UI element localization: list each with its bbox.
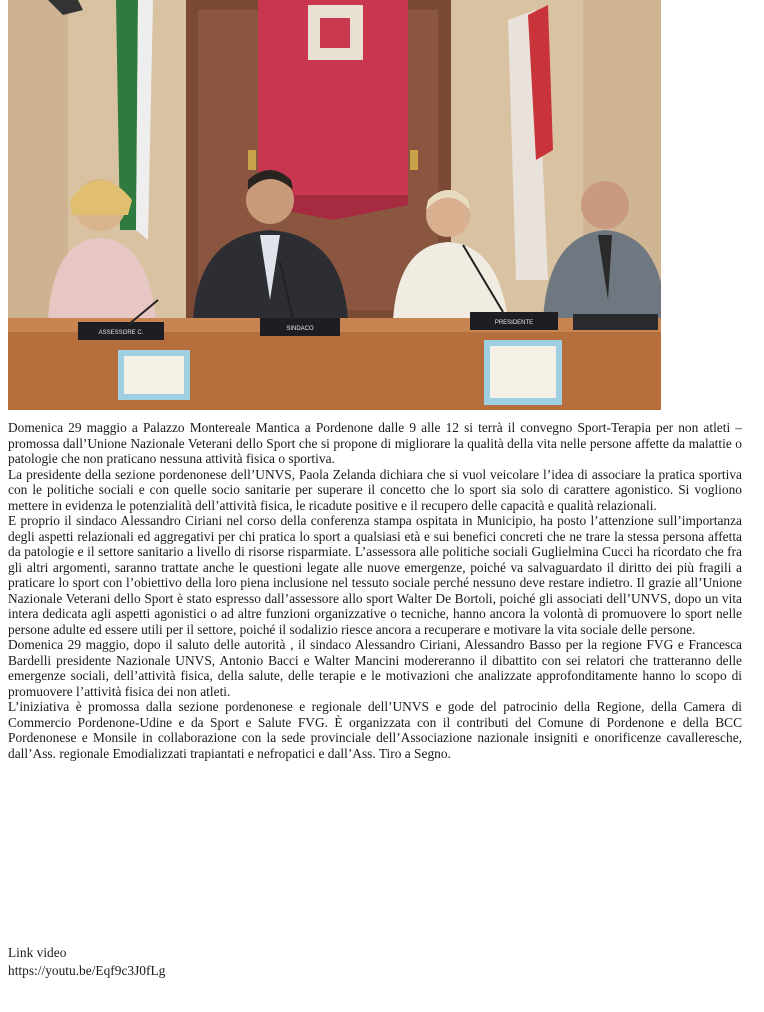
video-url-link[interactable]: https://youtu.be/Eqf9c3J0fLg: [8, 963, 166, 978]
paragraph: Domenica 29 maggio, dopo il saluto delle autorità , il sindaco Alessandro Ciriani, Alessandro Basso per la regione FVG e Francesca Bardelli presidente Nazionale UNVS, Antonio Bacci e Walter Mancini modereranno il dibattito con sei relatori che tratteranno delle emergenze sociali, dell’attività fisica, della salute, delle terapie e le motivazioni che analizzate approfonditamente hanno lo scopo di promuovere l’attività fisica dei non atleti.: [8, 637, 742, 699]
link-label: Link video: [8, 945, 67, 960]
paragraph: La presidente della sezione pordenonese dell’UNVS, Paola Zelanda dichiara che si vuol veicolare l’idea di associare la pratica sportiva con le politiche sociali e con quelle socio sanitarie per superare il concetto che lo sport sia solo di carattere agonistico. Si vogliono mettere in evidenza le potenzialità dell’attività fisica, le ricadute positive e il recupero delle capacità e qualità relazionali.: [8, 466, 742, 513]
desk-object: [573, 314, 658, 330]
nameplate-presidente-text: PRESIDENTE: [494, 320, 534, 326]
paragraph: E proprio il sindaco Alessandro Ciriani nel corso della conferenza stampa ospitata in Municipio, ha posto l’attenzione sull’importanza degli aspetti relazionali ed aggregativi per chi pratica lo sport a qualsiasi età e sui benefici concreti che ne trare la stessa persona affetta da patologie e il settore sanitario a livello di risorse risparmiate. L’assessora alle politiche sociali Guglielmina Cucci ha ricordato che fra gli altri argomenti, saranno trattate anche le questioni legate alle nuove emergenze, poiché va salvaguardato il diritto dei più fragili a praticare lo sport con l’obiettivo della loro piena inclusione nel tessuto sociale perché nessuno deve restare indietro. Il grazie all’Unione Nazionale Veterani dello Sport è stato espresso dall’assessore allo sport Walter De Bortoli, poiché gli associati dell’UNVS, dopo un vita intera dedicata agli aspetti agonistici o ad altre funzioni organizzative o tecniche, hanno ancora la volontà di promuovere lo sport nelle persone adulte ed essere utili per il settore, poiché il sodalizio riesce ancora a recuperare e motivare la vita sociale delle persone.: [8, 513, 742, 637]
nameplate-sindaco-text: SINDACO: [286, 326, 314, 332]
press-conference-photo: [8, 0, 661, 410]
video-link-section: [8, 944, 408, 980]
nameplate-assessore: [78, 322, 164, 340]
nameplate-presidente: [470, 312, 558, 330]
paragraph: L’iniziativa è promossa dalla sezione pordenonese e regionale dell’UNVS e gode del patrocinio della Regione, della Camera di Commercio Pordenone-Udine e da Sport e Salute FVG. È organizzata con il contributi del Comune di Pordenone e della BCC Pordenonese e Monsile in collaborazione con la sede provinciale dell’Associazione nazionale insigniti e onorificenze cavalleresche, dall’Ass. regionale Emodializzati trapiantati e nefropatici e dall’Ass. Tiro a Segno.: [8, 699, 742, 761]
nameplate-assessore-text: ASSESSORE C.: [98, 330, 144, 336]
paragraph: Domenica 29 maggio a Palazzo Montereale Mantica a Pordenone dalle 9 alle 12 si terrà il convegno Sport-Terapia per non atleti – promossa dall’Unione Nazionale Veterani dello Sport che si propone di migliorare la qualità della vita nelle persone affette da malattie o patologie che non praticano nessuna attività fisica o sportiva.: [8, 420, 742, 466]
article-body: [8, 420, 742, 761]
photo-illustration: [8, 0, 661, 410]
nameplate-sindaco: [260, 318, 340, 336]
